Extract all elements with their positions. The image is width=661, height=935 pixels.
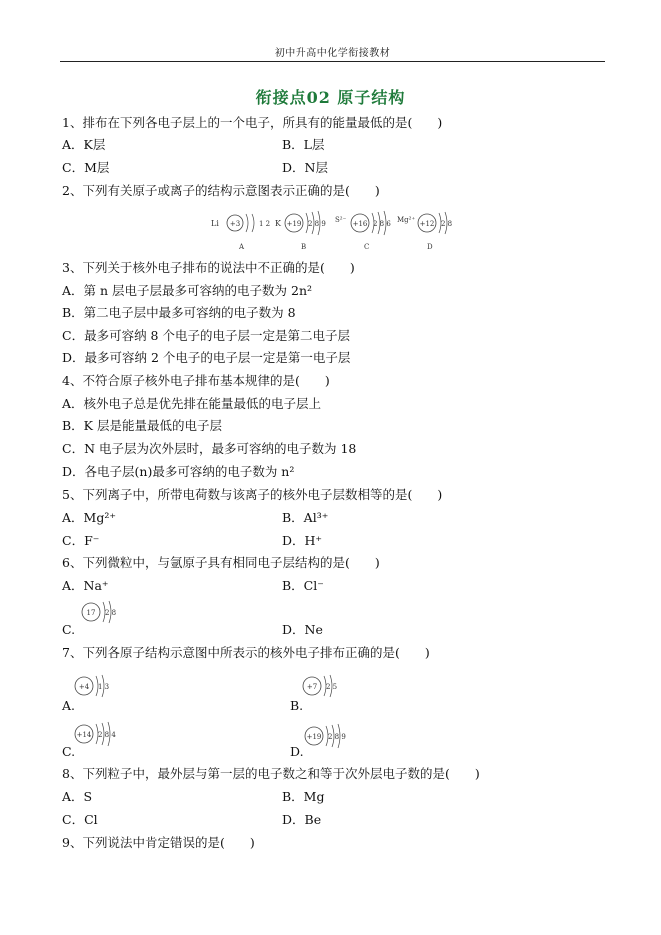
q6-c-structure-diagram: [78, 598, 128, 628]
diagram-nucleus: +7: [306, 683, 318, 691]
diagram-label: A: [239, 243, 245, 251]
q4-option-d: D．各电子层(n)最多可容纳的电子数为 n²: [62, 464, 295, 479]
q2-diagram-c: [335, 211, 391, 251]
q4-stem: 4、不符合原子核外电子排布基本规律的是( ): [62, 373, 330, 388]
q6-option-c: C.: [62, 622, 76, 637]
diagram-symbol: Li: [211, 219, 219, 228]
diagram-label: C: [364, 243, 370, 251]
diagram-symbol: S²⁻: [335, 216, 347, 224]
q4-option-b: B．K 层是能量最低的电子层: [62, 418, 222, 433]
q1-option-b: B．L层: [282, 137, 325, 152]
q2-diagram-b: [275, 211, 326, 251]
diagram-label: B: [301, 243, 307, 251]
q7-diagram-a: [70, 670, 120, 702]
q8-option-a: A．S: [62, 789, 93, 804]
q2-diagram-d: [397, 212, 452, 251]
q5-option-d: D．H⁺: [282, 533, 323, 548]
header-divider: [60, 61, 605, 62]
q3-option-d: D．最多可容纳 2 个电子的电子层一定是第一电子层: [62, 350, 351, 365]
q1-option-d: D．N层: [282, 160, 328, 175]
diagram-label: D: [427, 243, 433, 251]
q1-option-a: A．K层: [62, 137, 106, 152]
q4-option-c: C．N 电子层为次外层时，最多可容纳的电子数为 18: [62, 441, 357, 456]
diagram-nucleus: +19: [286, 220, 302, 228]
q9-stem: 9、下列说法中肯定错误的是( ): [62, 835, 255, 850]
q1-option-c: C．M层: [62, 160, 110, 175]
q6-option-d: D．Ne: [282, 622, 323, 637]
q2-stem: 2、下列有关原子或离子的结构示意图表示正确的是( ): [62, 183, 380, 198]
q6-option-b: B．Cl⁻: [282, 578, 324, 593]
q8-option-b: B．Mg: [282, 789, 325, 804]
q6-option-a: A．Na⁺: [62, 578, 109, 593]
diagram-nucleus: +4: [78, 683, 90, 691]
diagram-nucleus: +12: [419, 220, 435, 228]
q7-option-c: C.: [62, 744, 76, 759]
q8-stem: 8、下列粒子中，最外层与第一层的电子数之和等于次外层电子数的是( ): [62, 766, 480, 781]
q7-option-b: B.: [290, 698, 304, 713]
q5-option-a: A．Mg²⁺: [62, 510, 116, 525]
q7-diagram-b: [298, 670, 348, 702]
q5-option-b: B．Al³⁺: [282, 510, 329, 525]
diagram-shells: 2 8 4: [98, 731, 116, 739]
diagram-shells: 2 8 9: [328, 733, 346, 741]
diagram-nucleus: +3: [229, 220, 241, 228]
diagram-shells: 2 8 6: [373, 220, 391, 228]
page-header: 初中升高中化学衔接教材: [274, 48, 391, 59]
q2-diagram-a: [211, 214, 270, 251]
diagram-shells: 2 5: [326, 683, 338, 691]
q7-stem: 7、下列各原子结构示意图中所表示的核外电子排布正确的是( ): [62, 645, 430, 660]
q7-diagram-d: [300, 720, 360, 752]
q7-option-a: A.: [62, 698, 76, 713]
q7-diagram-c: [70, 718, 130, 750]
q2-structure-diagrams: [205, 205, 460, 255]
diagram-shells: 2 8 9: [308, 220, 326, 228]
q3-option-a: A．第 n 层电子层最多可容纳的电子数为 2n²: [62, 283, 313, 298]
diagram-shells: 2 8: [105, 609, 117, 617]
diagram-shells: 2 8: [441, 220, 453, 228]
diagram-nucleus: +19: [306, 733, 322, 741]
q7-option-d: D.: [290, 744, 304, 759]
q3-option-c: C．最多可容纳 8 个电子的电子层一定是第二电子层: [62, 328, 350, 343]
page-title: 衔接点02 原子结构: [255, 88, 406, 107]
diagram-symbol: Mg²⁺: [397, 216, 416, 224]
diagram-nucleus: 17: [86, 609, 96, 617]
diagram-nucleus: +14: [76, 731, 92, 739]
diagram-shells: 1 2: [259, 220, 271, 228]
diagram-nucleus: +16: [352, 220, 368, 228]
diagram-symbol: K: [275, 219, 281, 228]
q8-option-d: D．Be: [282, 812, 322, 827]
diagram-shells: 1 3: [98, 683, 110, 691]
q3-option-b: B．第二电子层中最多可容纳的电子数为 8: [62, 305, 296, 320]
q1-stem: 1、排布在下列各电子层上的一个电子，所具有的能量最低的是( ): [62, 115, 443, 130]
q6-stem: 6、下列微粒中，与氩原子具有相同电子层结构的是( ): [62, 555, 380, 570]
q4-option-a: A．核外电子总是优先排在能量最低的电子层上: [62, 396, 322, 411]
q5-stem: 5、下列离子中，所带电荷数与该离子的核外电子层数相等的是( ): [62, 487, 443, 502]
q5-option-c: C．F⁻: [62, 533, 100, 548]
q3-stem: 3、下列关于核外电子排布的说法中不正确的是( ): [62, 260, 355, 275]
q8-option-c: C．Cl: [62, 812, 98, 827]
